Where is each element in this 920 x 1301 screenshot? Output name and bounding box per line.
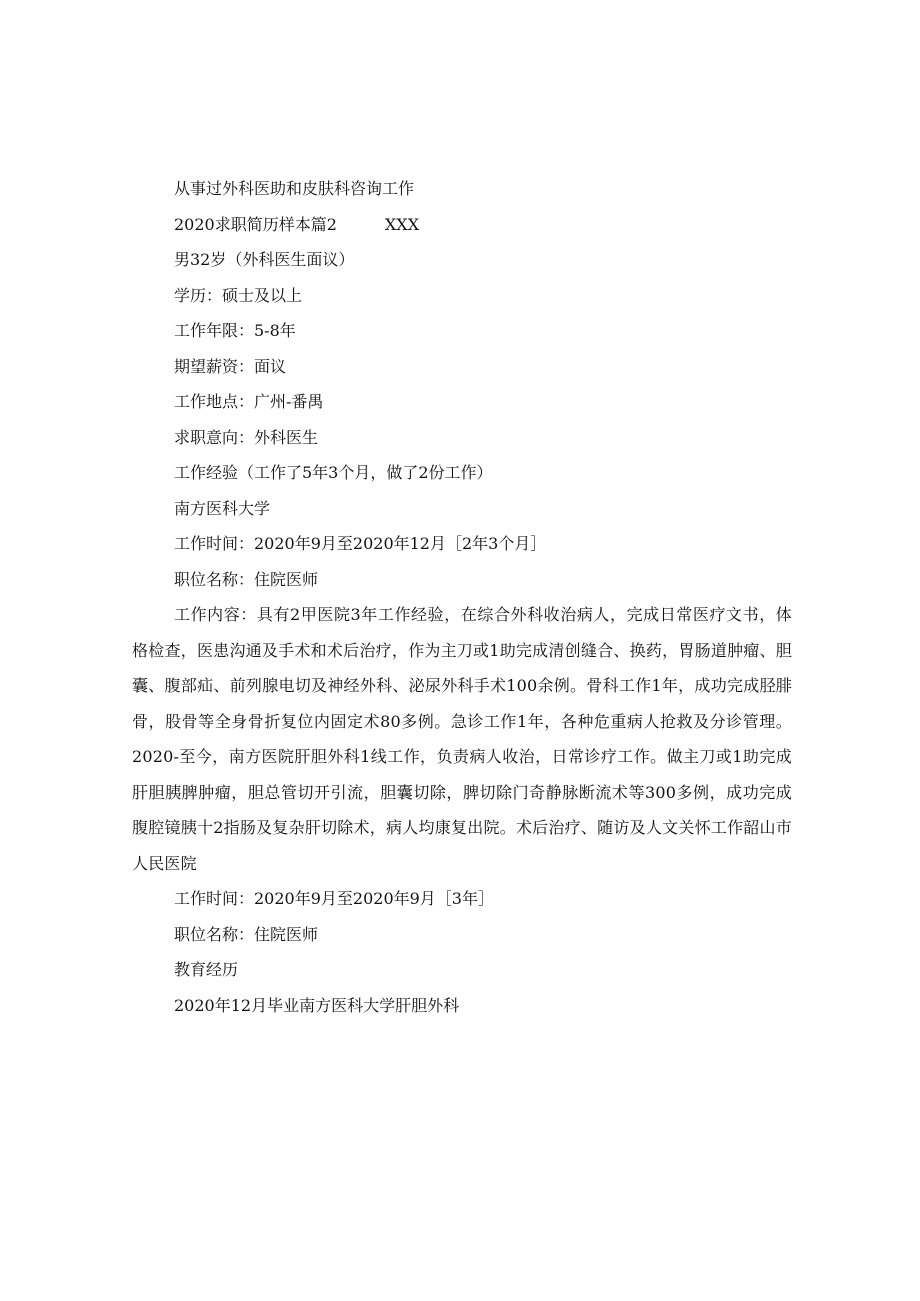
gender-age: 男32岁（外科医生面议）	[174, 250, 355, 269]
education-heading: 教育经历	[174, 960, 239, 979]
work-period-1: 工作时间：2020年9月至2020年12月［2年3个月］	[174, 534, 547, 553]
resume-title: 2020求职简历样本篇2	[174, 214, 337, 234]
education-level: 学历：硕士及以上	[174, 285, 303, 305]
work-experience-heading: 工作经验（工作了5年3个月，做了2份工作）	[174, 463, 493, 482]
position-title-2: 职位名称：住院医师	[174, 924, 319, 944]
resume-title-line	[132, 207, 792, 243]
intro-line: 从事过外科医助和皮肤科咨询工作	[174, 179, 415, 198]
job-intention: 求职意向：外科医生	[174, 427, 319, 447]
job-description: 工作内容：具有2甲医院3年工作经验，在综合外科收治病人，完成日常医疗文书，体格检查，医患沟通及手术和术后治疗，作为主刀或1助完成清创缝合、换药，胃肠道肿瘤、胆囊、腹部疝、前列腺电切及神经外科、泌尿外科手术100余例。骨科工作1年，成功完成胫腓骨，股骨等全身骨折复位内固定术80多例。急诊工作1年，各种危重病人抢救及分诊管理。2020-至今，南方医院肝胆外科1线工作，负责病人收治，日常诊疗工作。做主刀或1助完成肝胆胰脾肿瘤，胆总管切开引流，胆囊切除，脾切除门奇静脉断流术等300多例，成功完成腹腔镜胰十2指肠及复杂肝切除术，病人均康复出院。术后治疗、随访及人文关怀工作韶山市人民医院	[132, 605, 792, 873]
years-of-experience: 工作年限：5-8年	[174, 321, 296, 340]
employer-1: 南方医科大学	[174, 498, 271, 518]
education-entry: 2020年12月毕业南方医科大学肝胆外科	[174, 995, 460, 1015]
candidate-name: XXX	[384, 214, 420, 234]
position-title-1: 职位名称：住院医师	[174, 569, 319, 589]
expected-salary: 期望薪资：面议	[174, 356, 287, 376]
work-location: 工作地点：广州-番禺	[174, 392, 324, 411]
work-period-2: 工作时间：2020年9月至2020年9月［3年］	[174, 889, 494, 908]
resume-body	[132, 171, 792, 1023]
